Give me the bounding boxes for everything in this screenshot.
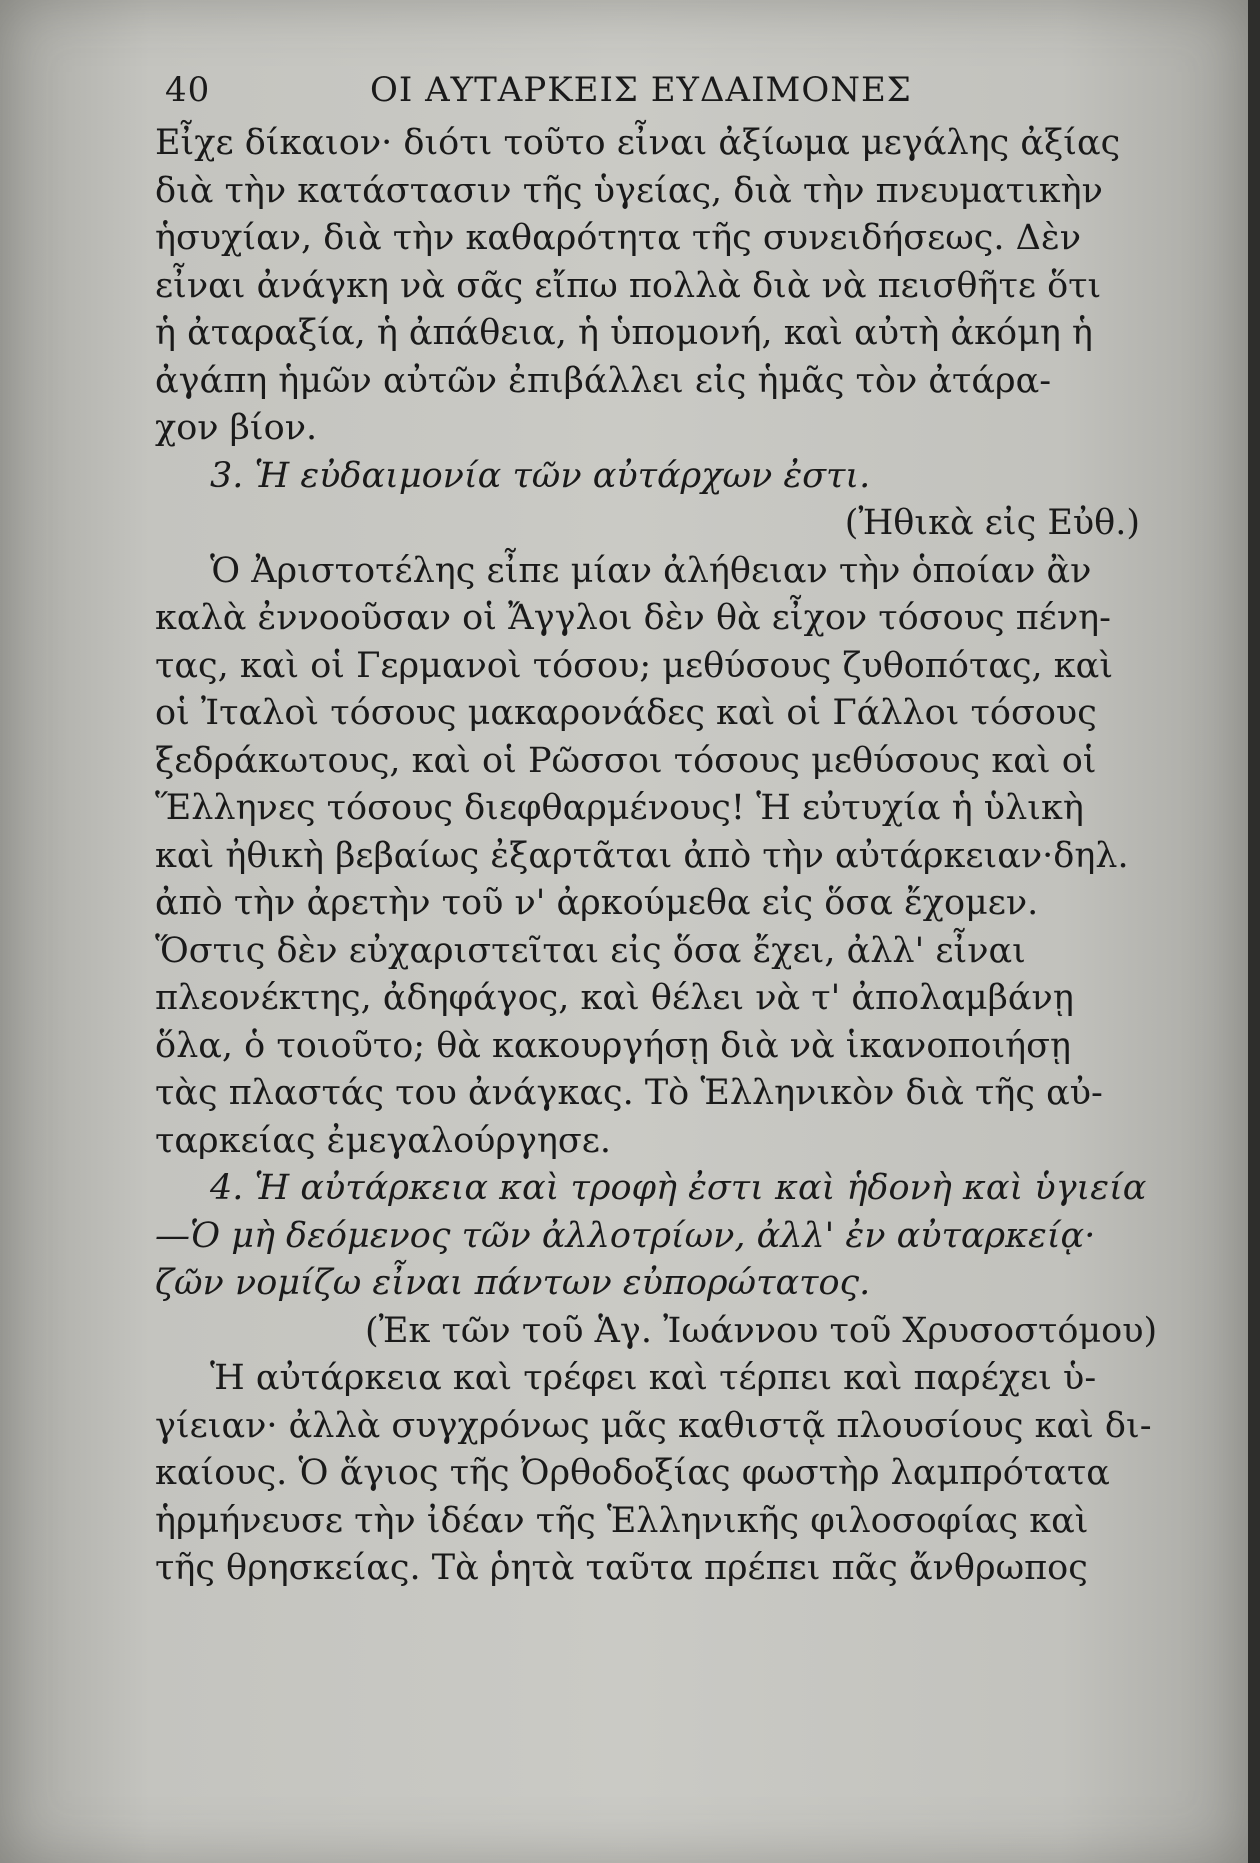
- quote-line: —Ὁ μὴ δεόμενος τῶν ἀλλοτρίων, ἀλλ' ἐν αὐταρκείᾳ·: [155, 1215, 1096, 1256]
- text-line: ὅλα, ὁ τοιοῦτο; θὰ κακουργήσῃ διὰ νὰ ἱκανοποιήσῃ: [155, 1025, 1072, 1066]
- text-line: ταρκείας ἐμεγαλούργησε.: [155, 1120, 612, 1161]
- page-edge: [1248, 0, 1260, 1863]
- text-line: εἶναι ἀνάγκη νὰ σᾶς εἴπω πολλὰ διὰ νὰ πεισθῆτε ὅτι: [155, 265, 1102, 306]
- text-line: ἡ ἀταραξία, ἡ ἀπάθεια, ἡ ὑπομονή, καὶ αὐτὴ ἀκόμη ἡ: [155, 313, 1093, 353]
- section-heading: 4. Ἡ αὐτάρκεια καὶ τροφὴ ἐστι καὶ ἡδονὴ καὶ ὑγιεία: [210, 1168, 1147, 1208]
- section-heading: 3. Ἡ εὐδαιμονία τῶν αὐτάρχων ἐστι.: [210, 455, 871, 496]
- text-line: χον βίον.: [155, 408, 318, 448]
- page-content: [155, 60, 1170, 1593]
- quote-line: ζῶν νομίζω εἶναι πάντων εὐπορώτατος.: [155, 1263, 871, 1303]
- source-citation: (Ἠθικὰ εἰς Εὐθ.): [844, 503, 1140, 543]
- text-line: γίειαν· ἀλλὰ συγχρόνως μᾶς καθιστᾷ πλουσίους καὶ δι-: [155, 1405, 1152, 1446]
- text-line: Ὁ Ἀριστοτέλης εἶπε μίαν ἀλήθειαν τὴν ὁποίαν ἂν: [210, 550, 1092, 591]
- text-line: τῆς θρησκείας. Τὰ ῥητὰ ταῦτα πρέπει πᾶς ἄνθρωπος: [155, 1548, 1088, 1588]
- text-line: πλεονέκτης, ἀδηφάγος, καὶ θέλει νὰ τ' ἀπολαμβάνῃ: [155, 978, 1074, 1018]
- text-body: [155, 120, 1170, 1593]
- text-line: Ἡ αὐτάρκεια καὶ τρέφει καὶ τέρπει καὶ παρέχει ὑ-: [210, 1358, 1097, 1398]
- text-line: καίους. Ὁ ἅγιος τῆς Ὀρθοδοξίας φωστὴρ λαμπρότατα: [155, 1453, 1110, 1493]
- text-line: ἡρμήνευσε τὴν ἰδέαν τῆς Ἑλληνικῆς φιλοσοφίας καὶ: [155, 1500, 1089, 1541]
- text-line: διὰ τὴν κατάστασιν τῆς ὑγείας, διὰ τὴν πνευματικὴν: [155, 170, 1103, 211]
- text-line: οἱ Ἰταλοὶ τόσους μακαρονάδες καὶ οἱ Γάλλοι τόσους: [155, 693, 1097, 733]
- text-line: καὶ ἠθικὴ βεβαίως ἐξαρτᾶται ἀπὸ τὴν αὐτάρκειαν·δηλ.: [155, 835, 1129, 876]
- text-line: Ἕλληνες τόσους διεφθαρμένους! Ἡ εὐτυχία ἡ ὑλικὴ: [155, 788, 1084, 828]
- text-line: ξεδράκωτους, καὶ οἱ Ρῶσσοι τόσους μεθύσους καὶ οἱ: [155, 740, 1097, 781]
- source-citation: (Ἐκ τῶν τοῦ Ἁγ. Ἰωάννου τοῦ Χρυσοστόμου): [365, 1310, 1158, 1351]
- text-line: ἀπὸ τὴν ἀρετὴν τοῦ ν' ἀρκούμεθα εἰς ὅσα ἔχομεν.: [155, 883, 1039, 923]
- text-line: τας, καὶ οἱ Γερμανοὶ τόσου; μεθύσους ζυθοπότας, καὶ: [155, 645, 1114, 686]
- page-number: 40: [165, 70, 211, 110]
- running-title: ΟΙ ΑΥΤΑΡΚΕΙΣ ΕΥΔΑΙΜΟΝΕΣ: [370, 70, 912, 110]
- text-line: καλὰ ἐννοοῦσαν οἱ Ἄγγλοι δὲν θὰ εἶχον τόσους πένη-: [155, 598, 1111, 638]
- text-line: ἡσυχίαν, διὰ τὴν καθαρότητα τῆς συνειδήσεως. Δὲν: [155, 218, 1081, 258]
- text-line: Εἶχε δίκαιον· διότι τοῦτο εἶναι ἀξίωμα μεγάλης ἀξίας: [155, 123, 1121, 163]
- text-line: τὰς πλαστάς του ἀνάγκας. Τὸ Ἑλληνικὸν διὰ τῆς αὐ-: [155, 1073, 1103, 1113]
- page-header: [155, 60, 1170, 120]
- text-line: Ὅστις δὲν εὐχαριστεῖται εἰς ὅσα ἔχει, ἀλλ' εἶναι: [155, 930, 1026, 971]
- text-line: ἀγάπη ἡμῶν αὐτῶν ἐπιβάλλει εἰς ἡμᾶς τὸν ἀτάρα-: [155, 360, 1052, 401]
